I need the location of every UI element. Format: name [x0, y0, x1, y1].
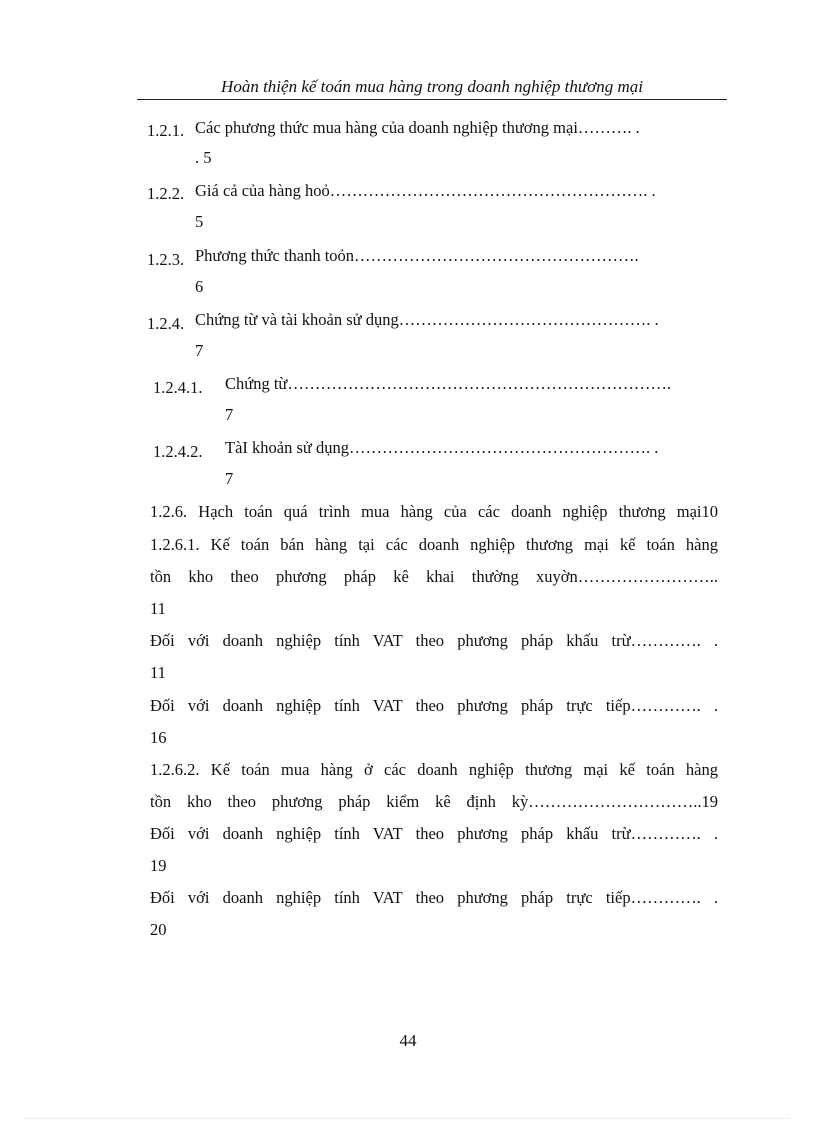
running-header: Hoàn thiện kế toán mua hàng trong doanh nghiệp thương mại	[137, 77, 727, 100]
toc-entry-title: Phương thức thanh toỏn…………………………………………….	[195, 246, 639, 265]
toc-page-number: 11	[150, 599, 166, 618]
toc-page-number: 11	[150, 663, 166, 682]
toc-entry-1-2-6-1[interactable]: 1.2.6.1. Kế toán bán hàng tại các doanh nghiệp thương mại kế toán hàng	[150, 535, 718, 554]
toc-entry-page: 7	[225, 405, 234, 424]
toc-entry-vat-truc-tiep-1[interactable]: Đối với doanh nghiệp tính VAT theo phương pháp trực tiếp…………. .	[150, 696, 718, 715]
toc-page-number: 20	[150, 920, 167, 939]
toc-entry-title: TàI khoản sử dụng………………………………………………. .	[225, 438, 659, 457]
toc-entry-title: Chứng từ và tài khoản sử dụng………………………………………. .	[195, 310, 659, 329]
toc-entry-page: 6	[195, 277, 204, 296]
toc-entry-number: 1.2.3.	[147, 250, 185, 269]
toc-entry-page: 5	[195, 212, 204, 231]
toc-entry-vat-truc-tiep-2[interactable]: Đối với doanh nghiệp tính VAT theo phương pháp trực tiếp…………. .	[150, 888, 718, 907]
toc-entry-number: 1.2.1.	[147, 121, 185, 140]
toc-entry-1-2-6[interactable]: 1.2.6. Hạch toán quá trình mua hàng của các doanh nghiệp thương mại10	[150, 502, 718, 521]
toc-page-number: 19	[150, 856, 167, 875]
toc-entry-title: Chứng từ…………………………………………………………….	[225, 374, 671, 393]
page-border	[26, 1118, 790, 1119]
toc-entry-vat-khau-tru-2[interactable]: Đối với doanh nghiệp tính VAT theo phương pháp khấu trừ…………. .	[150, 824, 718, 843]
toc-entry-number: 1.2.4.	[147, 314, 185, 333]
toc-entry-1-2-6-2-cont: tồn kho theo phương pháp kiểm kê định kỳ…………………………..19	[150, 792, 718, 811]
toc-entry-title: Các phương thức mua hàng của doanh nghiệp thương mại………. .	[195, 118, 640, 137]
toc-entry-1-2-6-2[interactable]: 1.2.6.2. Kế toán mua hàng ở các doanh nghiệp thương mại kế toán hàng	[150, 760, 718, 779]
toc-entry-page: 7	[195, 341, 204, 360]
toc-entry-1-2-6-1-cont: tồn kho theo phương pháp kê khai thường xuyờn……………………..	[150, 567, 718, 586]
toc-entry-number: 1.2.4.1.	[153, 378, 203, 397]
toc-entry-page: . 5	[195, 148, 212, 167]
page-number: 44	[399, 1031, 417, 1050]
toc-entry-page: 7	[225, 469, 234, 488]
toc-entry-vat-khau-tru-1[interactable]: Đối với doanh nghiệp tính VAT theo phương pháp khấu trừ…………. .	[150, 631, 718, 650]
toc-entry-number: 1.2.4.2.	[153, 442, 203, 461]
toc-entry-number: 1.2.2.	[147, 184, 185, 203]
toc-page-number: 16	[150, 728, 167, 747]
toc-entry-title: Giá cả của hàng hoỏ…………………………………………………. .	[195, 181, 656, 200]
